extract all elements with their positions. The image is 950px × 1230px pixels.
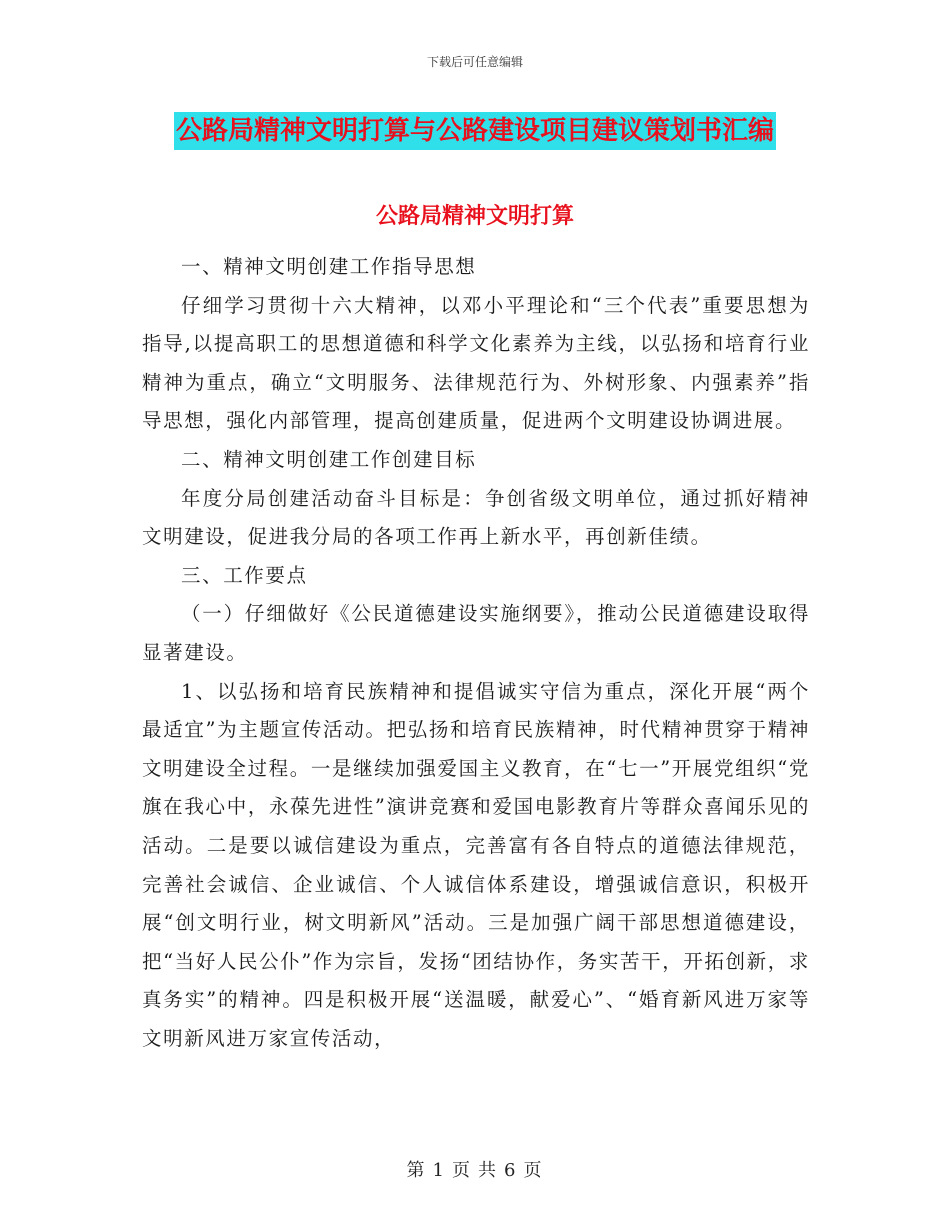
- document-title: 公路局精神文明打算与公路建设项目建议策划书汇编: [174, 112, 776, 150]
- footer-label-of: 页: [452, 1160, 472, 1181]
- paragraph: 年度分局创建活动奋斗目标是：争创省级文明单位，通过抓好精神文明建设，促进我分局的各项工作再上新水平，再创新佳绩。: [142, 486, 810, 549]
- document-body: [142, 248, 810, 1058]
- current-page-number: 1: [432, 1160, 446, 1181]
- page-footer: [0, 1156, 950, 1182]
- title-wrapper: [0, 112, 950, 150]
- paragraph: 三、工作要点: [181, 563, 308, 587]
- page-header: 下载后可任意编辑: [426, 55, 523, 69]
- paragraph: 二、精神文明创建工作创建目标: [181, 447, 477, 471]
- paragraph: 1、以弘扬和培育民族精神和提倡诚实守信为重点，深化开展“两个最适宜”为主题宣传活动。把弘扬和培育民族精神，时代精神贯穿于精神文明建设全过程。一是继续加强爱国主义教育，在“七一”开展党组织“党旗在我心中，永葆先进性”演讲竞赛和爱国电影教育片等群众喜闻乐见的活动。二是要以诚信建设为重点，完善富有各自特点的道德法律规范，完善社会诚信、企业诚信、个人诚信体系建设，增强诚信意识，积极开展“创文明行业，树文明新风”活动。三是加强广阔干部思想道德建设，把“当好人民公仆”作为宗旨，发扬“团结协作，务实苦干，开拓创新，求真务实”的精神。四是积极开展“送温暖，献爱心”、“婚育新风进万家等文明新风进万家宣传活动，: [142, 679, 810, 1050]
- section-title: 公路局精神文明打算: [375, 203, 574, 229]
- paragraph: （一）仔细做好《公民道德建设实施纲要》，推动公民道德建设取得显著建设。: [142, 602, 810, 664]
- footer-label-total: 共: [478, 1160, 498, 1181]
- paragraph: 一、精神文明创建工作指导思想: [181, 255, 477, 278]
- paragraph: 仔细学习贯彻十六大精神，以邓小平理论和“三个代表”重要思想为指导,以提高职工的思想道德和科学文化素养为主线，以弘扬和培育行业精神为重点，确立“文明服务、法律规范行为、外树形象、内强素养”指导思想，强化内部管理，提高创建质量，促进两个文明建设协调进展。: [142, 293, 810, 433]
- total-page-number: 6: [504, 1160, 518, 1181]
- footer-label-page: 第: [406, 1160, 427, 1181]
- footer-label-end: 页: [523, 1160, 544, 1181]
